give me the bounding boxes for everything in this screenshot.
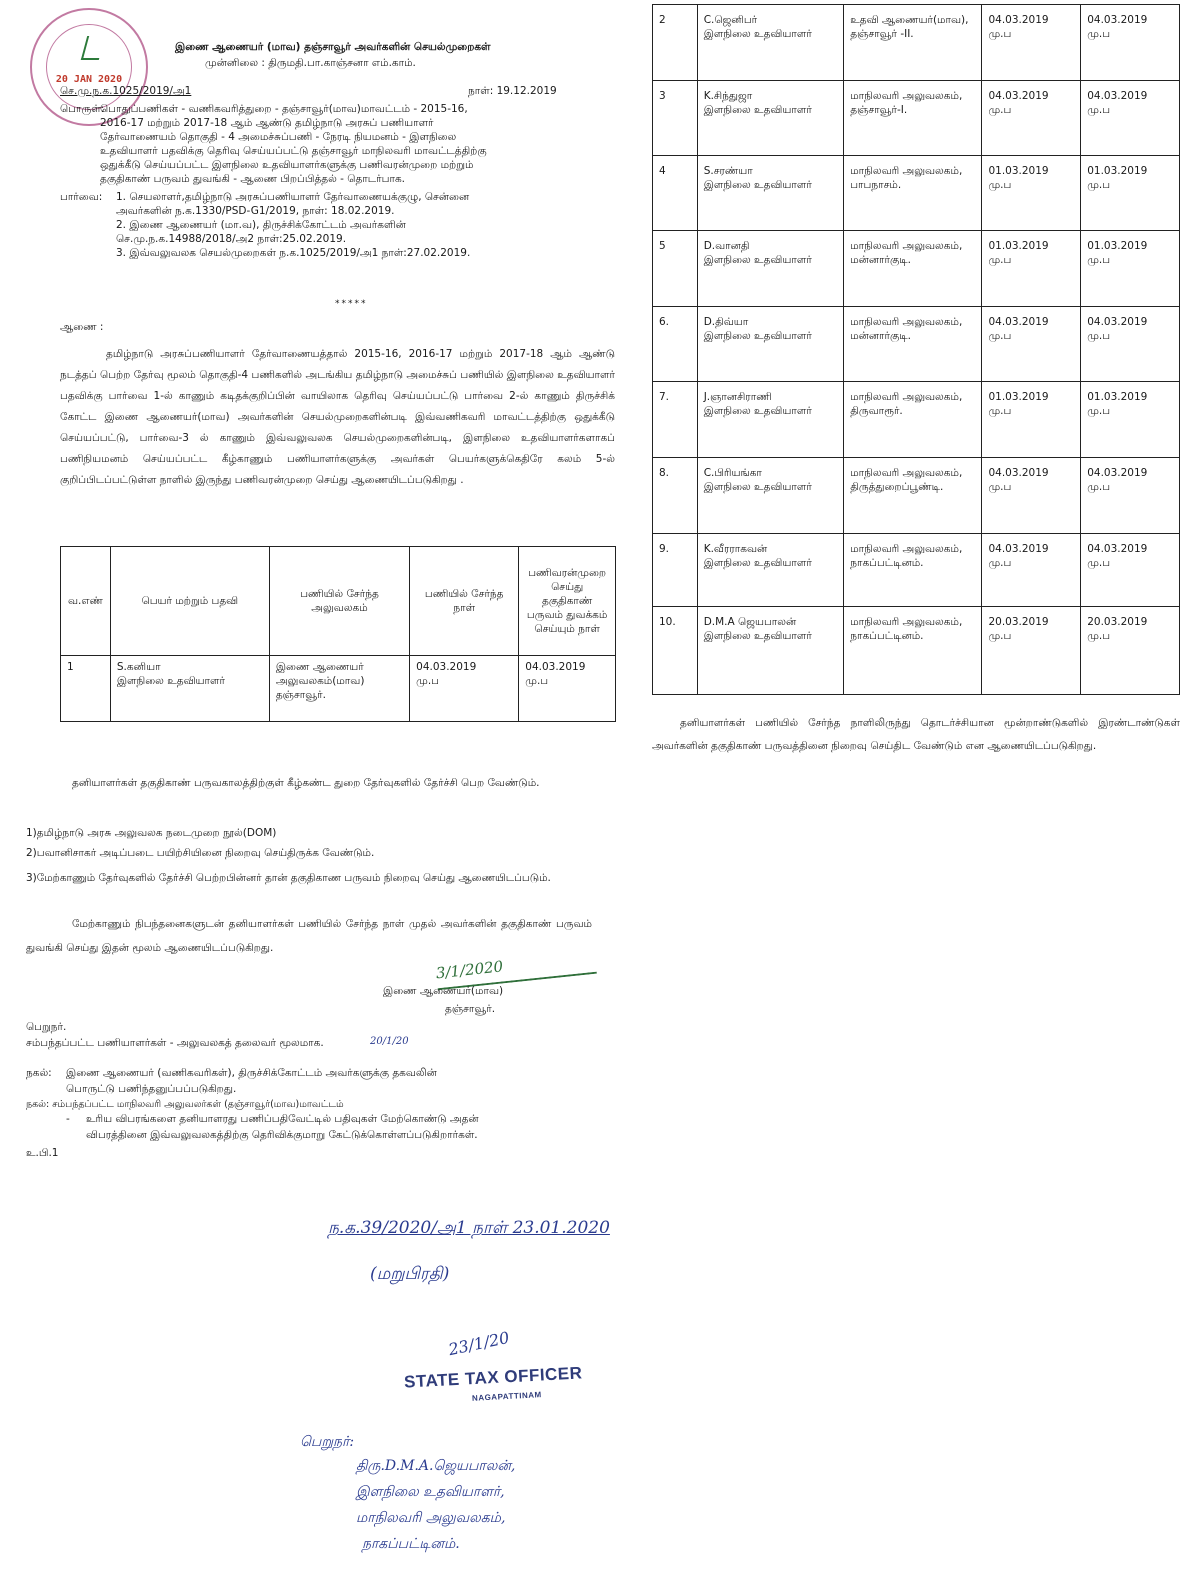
cell-serial: 2 <box>653 5 698 81</box>
probation-date: 01.03.2019 <box>1087 391 1148 403</box>
join-date: 01.03.2019 <box>988 165 1049 177</box>
subject-line: பொதுப்பணிகள் - வணிகவரித்துறை - தஞ்சாவூர்(மாவ)மாவட்டம் - 2015-16, <box>100 103 468 115</box>
probation-session: மு.ப <box>1087 630 1111 642</box>
cell-office: மாநிலவரி அலுவலகம், திருவாரூர். <box>844 382 982 458</box>
probation-session: மு.ப <box>1087 481 1111 493</box>
recipients-label: பெறுநர். <box>26 1021 67 1033</box>
cell-join-date <box>982 307 1081 382</box>
cell-serial: 4 <box>653 156 698 231</box>
official-stamp-place: NAGAPATTINAM <box>471 1390 542 1403</box>
references-block <box>116 190 470 260</box>
copy-line: உரிய விபரங்களை தனியாளரது பணிப்பதிவேட்டில் பதிவுகள் மேற்கொண்டு அதன் <box>86 1113 479 1125</box>
staff-post: இளநிலை உதவியாளர் <box>703 330 812 342</box>
endorsement-to-line: மாநிலவரி அலுவலகம், <box>356 1510 506 1526</box>
probation-session: மு.ப <box>1087 330 1111 342</box>
references-label: பார்வை: <box>60 191 103 203</box>
probation-session: மு.ப <box>1087 557 1111 569</box>
staff-post: இளநிலை உதவியாளர் <box>703 405 812 417</box>
probation-date: 04.03.2019 <box>1087 316 1148 328</box>
col-header-serial: வ.எண் <box>61 547 111 656</box>
reference-line: செ.மு.ந.க.14988/2018/அ2 நாள்:25.02.2019. <box>116 233 347 245</box>
copy-line: உ.பி.1 <box>26 1147 59 1159</box>
reference-line: 3. இவ்வலுவலக செயல்முறைகள் ந.க.1025/2019/அ1 நாள்:27.02.2019. <box>116 247 471 259</box>
join-session: மு.ப <box>416 675 439 687</box>
cell-serial: 6. <box>653 307 698 382</box>
staff-name: D.திவ்யா <box>703 316 749 328</box>
condition-item: 2)பவானிசாகர் அடிப்படை பயிற்சியினை நிறைவு செய்திருக்க வேண்டும். <box>26 847 375 859</box>
table-row <box>653 534 1180 607</box>
table-row <box>653 607 1180 695</box>
join-date: 20.03.2019 <box>988 616 1049 628</box>
join-session: மு.ப <box>988 405 1012 417</box>
cell-join-date <box>982 5 1081 81</box>
staff-post: இளநிலை உதவியாளர் <box>703 630 812 642</box>
cell-join-date <box>982 607 1081 695</box>
endorsement-to-line: நாகப்பட்டினம். <box>362 1536 460 1552</box>
col-header-probation-date: பணிவரன்முறை செய்து தகுதிகாண் பருவம் துவக்கம் செய்யும் நாள் <box>519 547 616 656</box>
staff-name: D.வானதி <box>703 240 750 252</box>
staff-name: C.ஜெனிபர் <box>703 14 758 26</box>
copy-line: விபரத்தினை இவ்வலுவலகத்திற்கு தெரிவிக்குமாறு கேட்டுக்கொள்ளப்படுகிறார்கள். <box>86 1129 478 1141</box>
join-date: 04.03.2019 <box>988 543 1049 555</box>
recipients-line: சம்பந்தப்பட்ட பணியாளர்கள் - அலுவலகத் தலைவர் மூலமாக. <box>26 1037 324 1049</box>
copy-bullet: - <box>66 1113 70 1125</box>
subject-line: தேர்வாணையம் தொகுதி - 4 அமைச்சுப்பணி - நேரடி நியமனம் - இளநிலை <box>100 131 457 143</box>
staff-post: இளநிலை உதவியாளர் <box>703 104 812 116</box>
staff-name: K.வீரராகவன் <box>703 543 768 555</box>
cell-probation-date <box>1081 534 1180 607</box>
cell-probation-date <box>1081 81 1180 156</box>
cell-office: மாநிலவரி அலுவலகம், தஞ்சாவூர்-I. <box>844 81 982 156</box>
join-date: 04.03.2019 <box>988 316 1049 328</box>
officer-signature: 3/1/2020 <box>435 948 597 991</box>
join-date: 04.03.2019 <box>416 661 477 673</box>
table-row <box>61 656 616 722</box>
endorsement-reference: ந.க.39/2020/அ1 நாள் 23.01.2020 <box>328 1218 610 1238</box>
probation-session: மு.ப <box>525 675 549 687</box>
staff-name: S.கனியா <box>116 661 161 673</box>
probation-paragraph: தனியாளர்கள் பணியில் சேர்ந்த நாளிலிருந்து தொடர்ச்சியான மூன்றாண்டுகளில் இரண்டாண்டுகள் அவர்களின் தகுதிகாண் பருவத்தினை நிறைவு செய்திட வேண்டும் என ஆணையிடப்படுகிறது. <box>652 717 1180 752</box>
cell-serial: 3 <box>653 81 698 156</box>
cell-join-date <box>982 231 1081 307</box>
conditions-closing: மேற்காணும் நிபந்தனைகளுடன் தனியாளர்கள் பணியில் சேர்ந்த நாள் முதல் அவர்களின் தகுதிகாண் பருவம் துவங்கி செய்து இதன் மூலம் ஆணையிடப்படுகிறது. <box>26 918 592 954</box>
staff-name: C.பிரியங்கா <box>703 467 762 479</box>
document-date: நாள்: 19.12.2019 <box>468 85 557 97</box>
probation-date: 20.03.2019 <box>1087 616 1148 628</box>
cell-serial: 5 <box>653 231 698 307</box>
cell-join-date <box>982 382 1081 458</box>
copy-line: நகல்: சம்பந்தப்பட்ட மாநிலவரி அலுவலர்கள் (தஞ்சாவூர்(மாவ)மாவட்டம் <box>26 1099 344 1110</box>
staff-post: இளநிலை உதவியாளர் <box>703 28 812 40</box>
cell-office: மாநிலவரி அலுவலகம், திருத்துறைப்பூண்டி. <box>844 458 982 534</box>
endorsement-copy-label: (மறுபிரதி) <box>370 1264 450 1284</box>
cell-join-date <box>982 458 1081 534</box>
table-header-row <box>61 547 616 656</box>
cell-name <box>697 231 844 307</box>
probation-session: மு.ப <box>1087 254 1111 266</box>
cell-serial: 8. <box>653 458 698 534</box>
subject-line: உதவியாளர் பதவிக்கு தெரிவு செய்யப்பட்டு தஞ்சாவூர் மாநிலவரி மாவட்டத்திற்கு <box>100 145 487 157</box>
staff-name: J.ஞானசிராணி <box>703 391 772 403</box>
subject-block <box>100 102 487 186</box>
endorsement-to-line: திரு.D.M.A.ஜெயபாலன், <box>356 1458 516 1474</box>
subject-line: 2016-17 மற்றும் 2017-18 ஆம் ஆண்டு தமிழ்நாடு அரசுப் பணியாளர் <box>100 117 434 129</box>
reference-number: செ.மு.ந.க.1025/2019/அ1 <box>60 85 192 97</box>
cell-join-date <box>410 656 519 722</box>
staff-name: K.சிந்துஜா <box>703 90 753 102</box>
cell-probation-date <box>1081 156 1180 231</box>
probation-session: மு.ப <box>1087 179 1111 191</box>
probation-date: 04.03.2019 <box>525 661 586 673</box>
signatory-title: இணை ஆணையர்(மாவ) <box>383 985 504 997</box>
probation-date: 04.03.2019 <box>1087 467 1148 479</box>
cell-join-date <box>982 534 1081 607</box>
cell-probation-date <box>519 656 616 722</box>
table-row <box>653 382 1180 458</box>
cell-name <box>697 607 844 695</box>
subject-label: பொருள்: <box>60 103 105 115</box>
signatory-place: தஞ்சாவூர். <box>445 1003 496 1015</box>
staff-table-continued <box>652 4 1180 695</box>
join-session: மு.ப <box>988 179 1012 191</box>
cell-name <box>110 656 269 722</box>
cell-serial: 9. <box>653 534 698 607</box>
header-presence: முன்னிலை : திருமதி.பா.காஞ்சனா எம்.காம். <box>205 57 416 69</box>
table-row <box>653 156 1180 231</box>
cell-name <box>697 458 844 534</box>
table-row <box>653 458 1180 534</box>
join-session: மு.ப <box>988 330 1012 342</box>
staff-post: இளநிலை உதவியாளர் <box>703 254 812 266</box>
cell-name <box>697 5 844 81</box>
probation-date: 01.03.2019 <box>1087 240 1148 252</box>
cell-name <box>697 534 844 607</box>
staff-post: இளநிலை உதவியாளர் <box>703 179 812 191</box>
probation-session: மு.ப <box>1087 28 1111 40</box>
join-session: மு.ப <box>988 104 1012 116</box>
cell-office: இணை ஆணையர் அலுவலகம்(மாவ) தஞ்சாவூர். <box>269 656 409 722</box>
cell-probation-date <box>1081 231 1180 307</box>
join-session: மு.ப <box>988 28 1012 40</box>
probation-date: 04.03.2019 <box>1087 14 1148 26</box>
reference-line: 1. செயலாளர்,தமிழ்நாடு அரசுப்பணியாளர் தேர்வாணையக்குழு, சென்னை <box>116 191 470 203</box>
subject-line: ஒதுக்கீடு செய்யப்பட்ட இளநிலை உதவியாளர்களுக்கு பணிவரன்முறை மற்றும் <box>100 159 474 171</box>
cell-office: மாநிலவரி அலுவலகம், மன்னார்குடி. <box>844 307 982 382</box>
cell-office: மாநிலவரி அலுவலகம், நாகப்பட்டினம். <box>844 607 982 695</box>
order-label: ஆணை : <box>60 321 104 333</box>
header-title: இணை ஆணையர் (மாவ) தஞ்சாவூர் அவர்களின் செயல்முறைகள் <box>175 41 491 53</box>
endorsement-to-label: பெறுநர்: <box>300 1434 355 1450</box>
cell-probation-date <box>1081 607 1180 695</box>
condition-item: 1)தமிழ்நாடு அரசு அலுவலக நடைமுறை நூல்(DOM) <box>26 827 277 839</box>
copy-label: நகல்: <box>26 1067 52 1079</box>
cell-serial: 10. <box>653 607 698 695</box>
cell-office: உதவி ஆணையர்(மாவ), தஞ்சாவூர் -II. <box>844 5 982 81</box>
seal-date: 20 JAN 2020 <box>55 74 123 85</box>
cell-name <box>697 156 844 231</box>
conditions-intro: தனியாளர்கள் தகுதிகாண் பருவகாலத்திற்குள் கீழ்கண்ட துறை தேர்வுகளில் தேர்ச்சி பெற வேண்டும். <box>72 777 540 789</box>
join-date: 01.03.2019 <box>988 240 1049 252</box>
probation-session: மு.ப <box>1087 405 1111 417</box>
probation-date: 04.03.2019 <box>1087 90 1148 102</box>
join-date: 04.03.2019 <box>988 90 1049 102</box>
probation-date: 04.03.2019 <box>1087 543 1148 555</box>
cell-office: மாநிலவரி அலுவலகம், பாபநாசம். <box>844 156 982 231</box>
cell-probation-date <box>1081 458 1180 534</box>
copy-line: பொருட்டு பணிந்தனுப்பப்படுகிறது. <box>66 1083 237 1095</box>
order-paragraph: தமிழ்நாடு அரசுப்பணியாளர் தேர்வாணையத்தால் 2015-16, 2016-17 மற்றும் 2017-18 ஆம் ஆண்டு நடத்தப் பெற்ற தேர்வு மூலம் தொகுதி-4 பணிகளில் அடங்கிய தமிழ்நாடு அமைச்சுப் பணியில் இளநிலை உதவியாளர் பதவிக்கு பார்வை 1-ல் காணும் கடிதக்குறிப்பின் வாயிலாக தெரிவு செய்யப்பட்டு பார்வை 2-ல் காணும் திருச்சிக் கோட்ட இணை ஆணையர்(மாவ) அவர்களின் செயல்முறைகளின்படி இவ்வணிகவரி மாவட்டத்திற்கு ஒதுக்கீடு செய்யப்பட்டு, பார்வை-3 ல் காணும் இவ்வலுவலக செயல்முறைகளின்படி, இளநிலை உதவியாளர்களாகப் பணிநியமனம் செய்யப்பட்ட கீழ்காணும் பணியாளர்களுக்கு அவர்கள் பெயர்களுக்கெதிரே கலம் 5-ல் குறிப்பிடப்பட்டுள்ள நாளில் இருந்து பணிவரன்முறை செய்து ஆணையிடப்படுகிறது . <box>60 348 615 486</box>
copy-line: இணை ஆணையர் (வணிகவரிகள்), திருச்சிக்கோட்டம் அவர்களுக்கு தகவலின் <box>66 1067 437 1079</box>
staff-post: இளநிலை உதவியாளர் <box>116 675 225 687</box>
separator: ***** <box>335 299 368 309</box>
staff-name: D.M.A ஜெயபாலன் <box>703 616 797 628</box>
join-date: 04.03.2019 <box>988 14 1049 26</box>
join-session: மு.ப <box>988 254 1012 266</box>
table-row <box>653 231 1180 307</box>
cell-office: மாநிலவரி அலுவலகம், நாகப்பட்டினம். <box>844 534 982 607</box>
staff-name: S.சரண்யா <box>703 165 753 177</box>
cell-serial: 1 <box>61 656 111 722</box>
join-session: மு.ப <box>988 557 1012 569</box>
cell-probation-date <box>1081 307 1180 382</box>
cell-name <box>697 81 844 156</box>
col-header-office: பணியில் சேர்ந்த அலுவலகம் <box>269 547 409 656</box>
cell-join-date <box>982 156 1081 231</box>
col-header-name: பெயர் மற்றும் பதவி <box>110 547 269 656</box>
join-session: மு.ப <box>988 481 1012 493</box>
table-row <box>653 307 1180 382</box>
staff-post: இளநிலை உதவியாளர் <box>703 481 812 493</box>
staff-table <box>60 546 616 722</box>
condition-item: 3)மேற்காணும் தேர்வுகளில் தேர்ச்சி பெற்றபின்னர் தான் தகுதிகாண பருவம் நிறைவு செய்து ஆணையிடப்படும். <box>26 872 551 884</box>
probation-date: 01.03.2019 <box>1087 165 1148 177</box>
cell-probation-date <box>1081 382 1180 458</box>
probation-session: மு.ப <box>1087 104 1111 116</box>
cell-office: மாநிலவரி அலுவலகம், மன்னார்குடி. <box>844 231 982 307</box>
official-stamp: STATE TAX OFFICER <box>403 1363 583 1392</box>
cell-serial: 7. <box>653 382 698 458</box>
cell-probation-date <box>1081 5 1180 81</box>
recipients-initials: 20/1/20 <box>370 1036 409 1047</box>
cell-name <box>697 382 844 458</box>
reference-line: 2. இணை ஆணையர் (மா.வ), திருச்சிக்கோட்டம் அவர்களின் <box>116 219 406 231</box>
table-row <box>653 81 1180 156</box>
join-session: மு.ப <box>988 630 1012 642</box>
staff-post: இளநிலை உதவியாளர் <box>703 557 812 569</box>
reference-line: அவர்களின் ந.க.1330/PSD-G1/2019, நாள்: 18.02.2019. <box>116 205 395 217</box>
cell-join-date <box>982 81 1081 156</box>
cell-name <box>697 307 844 382</box>
endorsement-to-line: இளநிலை உதவியாளர், <box>356 1484 505 1500</box>
subject-line: தகுதிகாண் பருவம் துவங்கி - ஆணை பிறப்பித்தல் - தொடர்பாக. <box>100 173 405 185</box>
endorsement-signature: 23/1/20 <box>446 1327 511 1360</box>
table-row <box>653 5 1180 81</box>
col-header-join-date: பணியில் சேர்ந்த நாள் <box>410 547 519 656</box>
join-date: 04.03.2019 <box>988 467 1049 479</box>
join-date: 01.03.2019 <box>988 391 1049 403</box>
